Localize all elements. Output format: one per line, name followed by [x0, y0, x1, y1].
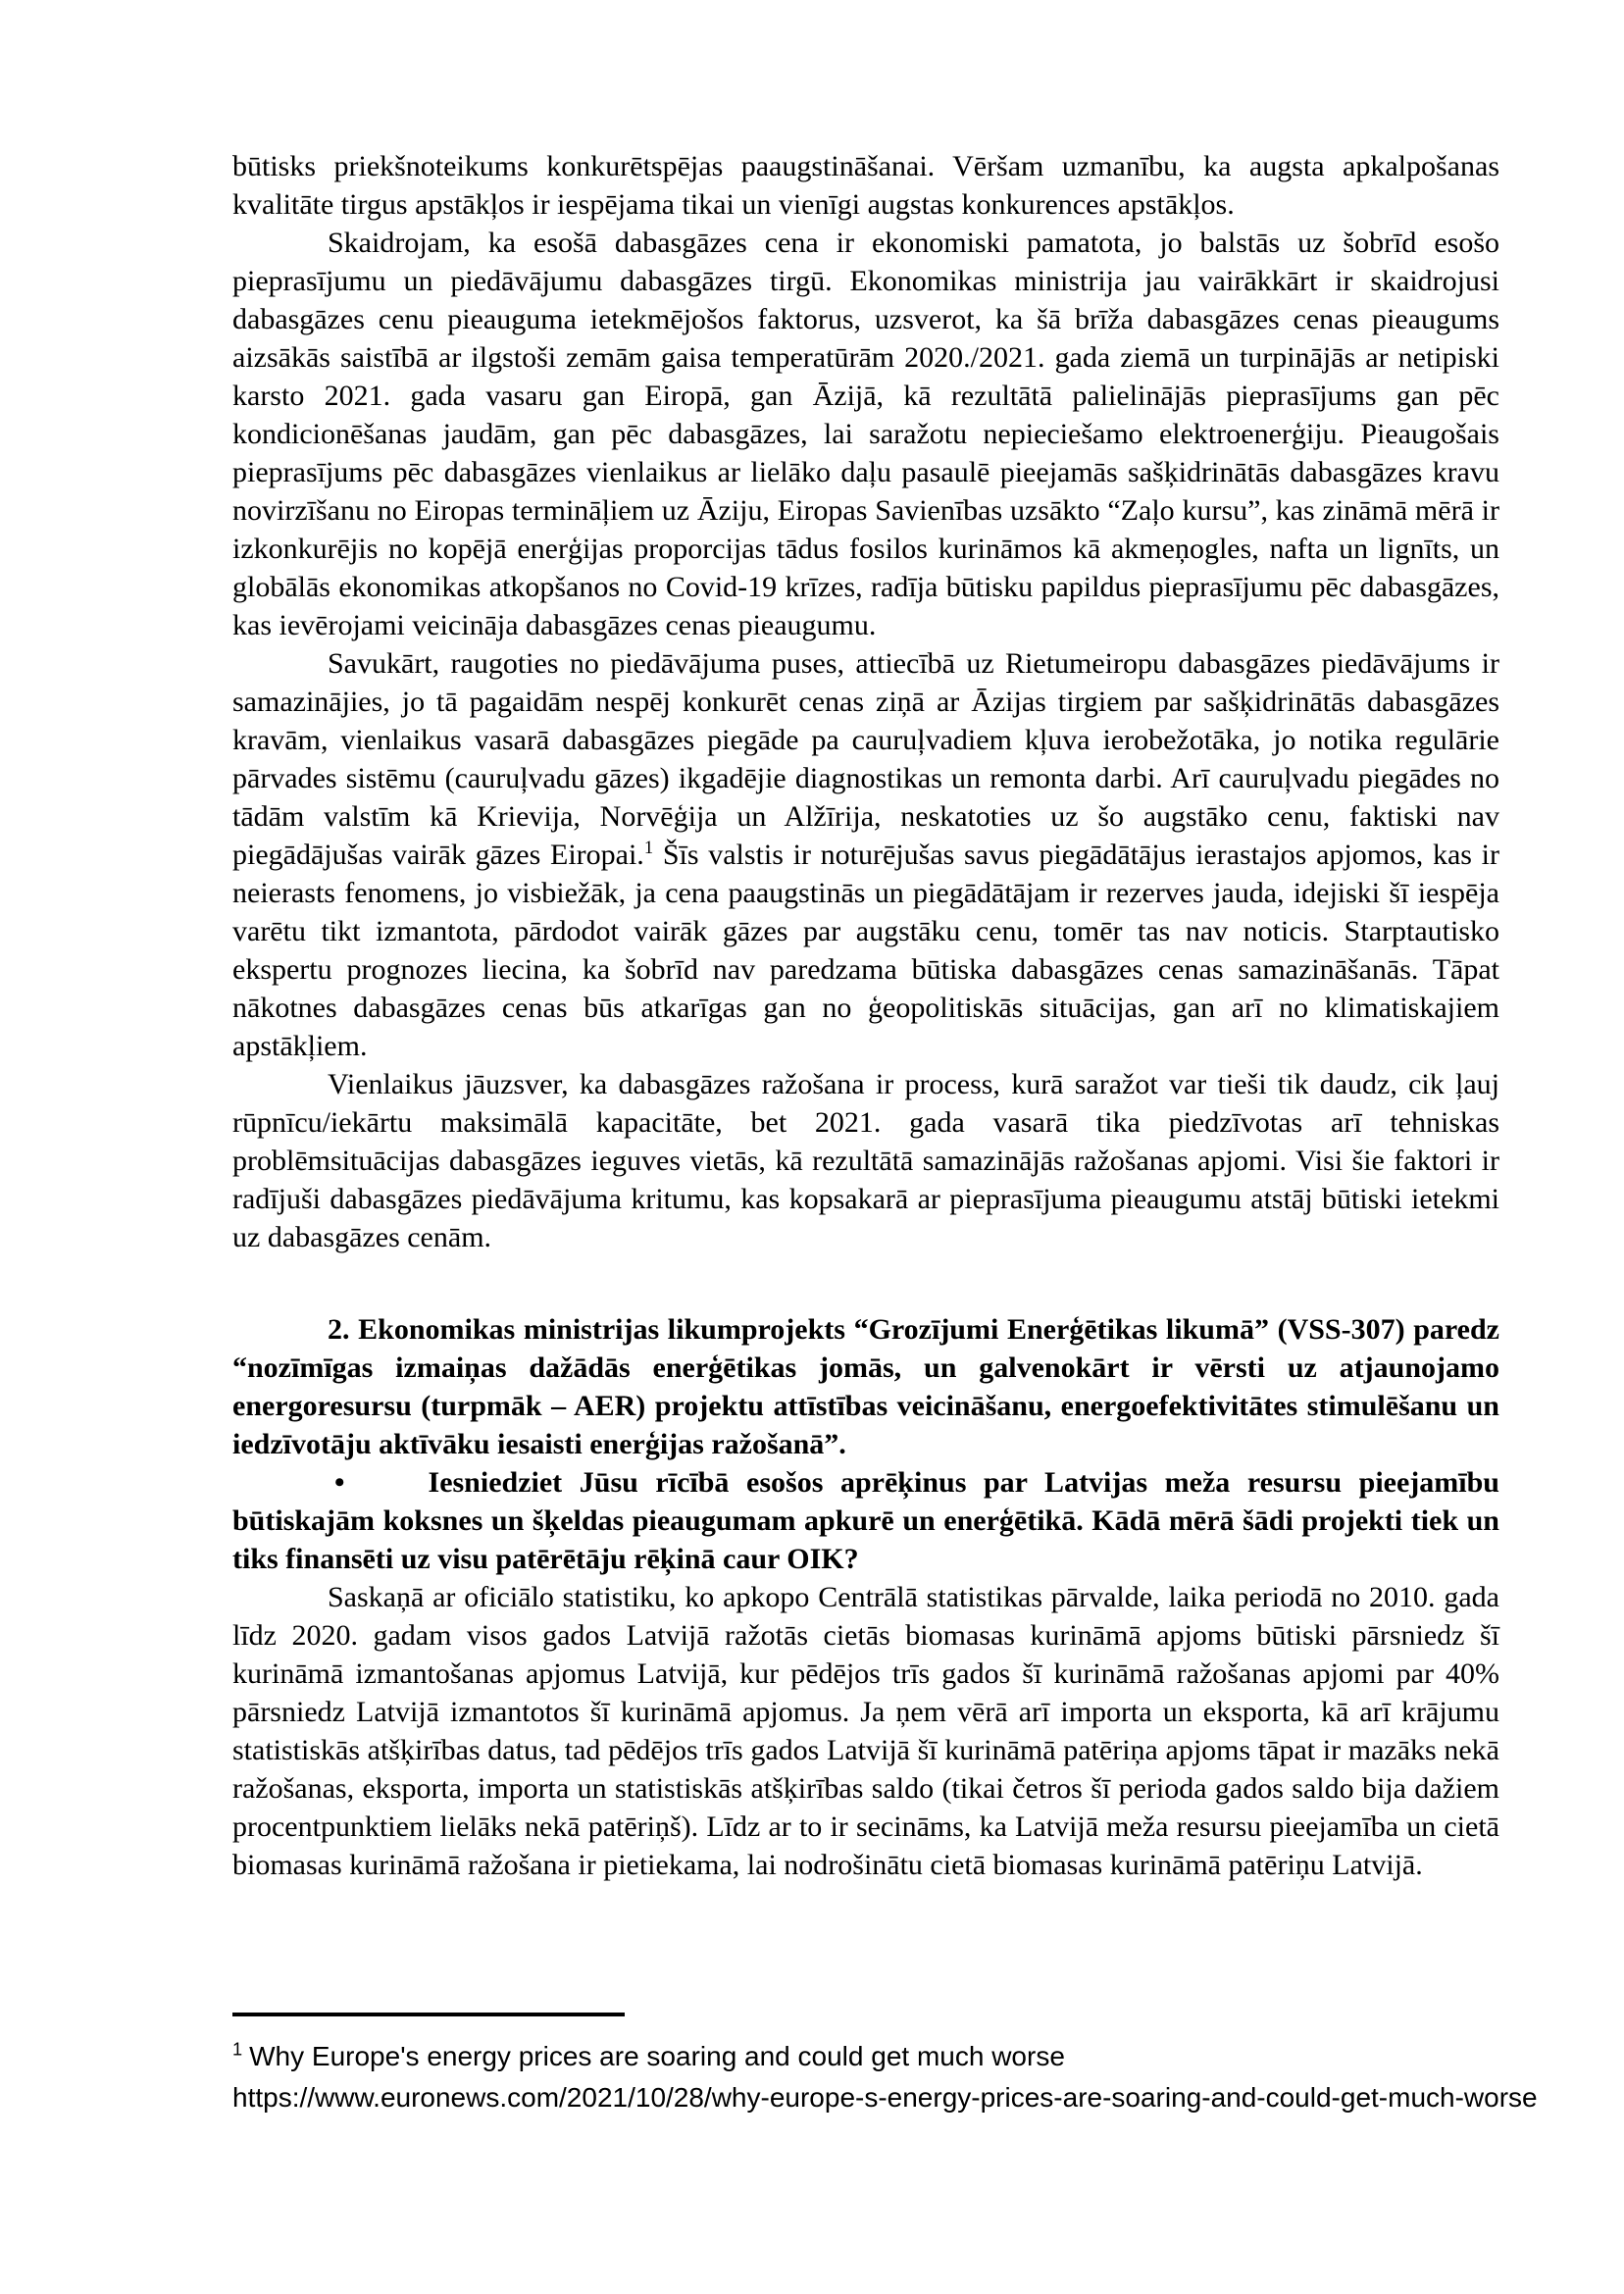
bold-section-paragraph: 2. Ekonomikas ministrijas likumprojekts “Grozījumi Enerģētikas likumā” (VSS-307) paredz “nozīmīgas izmaiņas dažādās enerģētikas jomās, un galvenokārt ir vērsti uz atjaunojamo energoresursu (turpmāk – AER) projektu attīstības veicināšanu, energoefektivitātes stimulēšanu un iedzīvotāju aktīvāku iesaisti enerģijas ražošanā”. — [232, 1313, 1499, 1460]
paragraph-text-before-ref: Savukārt, raugoties no piedāvājuma puses, attiecībā uz Rietumeiropu dabasgāzes piedāvājums ir samazinājies, jo tā pagaidām nespēj konkurēt cenas ziņā ar Āzijas tirgiem par sašķidrinātās dabasgāzes kravām, vienlaikus vasarā dabasgāzes piegāde pa cauruļvadiem kļuva ierobežotāka, jo notika regulārie pārvades sistēmu (cauruļvadu gāzes) ikgadējie diagnostikas un remonta darbi. Arī cauruļvadu piegādes no tādām valstīm kā Krievija, Norvēģija un Alžīrija, neskatoties uz šo augstāko cenu, faktiski nav piegādājušas vairāk gāzes Eiropai. — [232, 647, 1499, 871]
footnote-separator-rule — [232, 2013, 625, 2016]
body-paragraph-continuation: būtisks priekšnoteikums konkurētspējas paaugstināšanai. Vēršam uzmanību, ka augsta apkalpošanas kvalitāte tirgus apstākļos ir iespējama tikai un vienīgi augstas konkurences apstākļos. — [232, 150, 1499, 221]
footnote-marker: 1 — [232, 2039, 243, 2060]
paragraph-text-after-ref: Šīs valstis ir noturējušas savus piegādātājus ierastajos apjomos, kas ir neierasts fenomens, jo visbiežāk, ja cena paaugstinās un piegādātājam ir rezerves jauda, idejiski šī iespēja varētu tikt izmantota, pārdodot vairāk gāzes par augstāku cenu, tomēr tas nav noticis. Starptautisko ekspertu prognozes liecina, ka šobrīd nav paredzama būtiska dabasgāzes cenas samazināšanās. Tāpat nākotnes dabasgāzes cenas būs atkarīgas gan no ģeopolitiskās situācijas, gan arī no klimatiskajiem apstākļiem. — [232, 839, 1499, 1062]
body-paragraph-with-footnote-ref — [232, 644, 1499, 1065]
footnote-url: https://www.euronews.com/2021/10/28/why-europe-s-energy-prices-are-soaring-and-could-get-much-worse — [232, 2082, 1538, 2113]
footnote-reference-marker: 1 — [643, 838, 654, 858]
footnote-text: Why Europe's energy prices are soaring and could get much worse — [249, 2041, 1065, 2071]
document-body — [232, 147, 1499, 1884]
bullet-icon: • — [334, 1466, 345, 1499]
footnote-area — [232, 2013, 1538, 2118]
bullet-question-text: Iesniedziet Jūsu rīcībā esošos aprēķinus par Latvijas meža resursu pieejamību būtiskajām koksnes un šķeldas pieaugumam apkurē un enerģētikā. Kādā mērā šādi projekti tiek un tiks finansēti uz visu patērētāju rēķinā caur OIK? — [232, 1466, 1499, 1575]
bullet-question-paragraph — [232, 1463, 1499, 1578]
body-paragraph: Skaidrojam, ka esošā dabasgāzes cena ir ekonomiski pamatota, jo balstās uz šobrīd esošo pieprasījumu un piedāvājumu dabasgāzes tirgū. Ekonomikas ministrija jau vairākkārt ir skaidrojusi dabasgāzes cenu pieauguma ietekmējošos faktorus, uzsverot, ka šā brīža dabasgāzes cenas pieaugums aizsākās saistībā ar ilgstoši zemām gaisa temperatūrām 2020./2021. gada ziemā un turpinājās ar netipiski karsto 2021. gada vasaru gan Eiropā, gan Āzijā, kā rezultātā palielinājās pieprasījums gan pēc kondicionēšanas jaudām, gan pēc dabasgāzes, lai saražotu nepieciešamo elektroenerģiju. Pieaugošais pieprasījums pēc dabasgāzes vienlaikus ar lielāko daļu pasaulē pieejamās sašķidrinātās dabasgāzes kravu novirzīšanu no Eiropas termināļiem uz Āziju, Eiropas Savienības uzsākto “Zaļo kursu”, kas zināmā mērā ir izkonkurējis no kopējā enerģijas proporcijas tādus fosilos kurināmos kā akmeņogles, nafta un lignīts, un globālās ekonomikas atkopšanos no Covid-19 krīzes, radīja būtisku papildus pieprasījumu pēc dabasgāzes, kas ievērojami veicināja dabasgāzes cenas pieaugumu. — [232, 227, 1499, 641]
body-paragraph: Vienlaikus jāuzsver, ka dabasgāzes ražošana ir process, kurā saražot var tieši tik daudz, cik ļauj rūpnīcu/iekārtu maksimālā kapacitāte, bet 2021. gada vasarā tika piedzīvotas arī tehniskas problēmsituācijas dabasgāzes ieguves vietās, kā rezultātā samazinājās ražošanas apjomi. Visi šie faktori ir radījuši dabasgāzes piedāvājuma kritumu, kas kopsakarā ar pieprasījuma pieaugumu atstāj būtiski ietekmi uz dabasgāzes cenām. — [232, 1068, 1499, 1253]
footnote-entry — [232, 2036, 1507, 2077]
body-paragraph: Saskaņā ar oficiālo statistiku, ko apkopo Centrālā statistikas pārvalde, laika periodā no 2010. gada līdz 2020. gadam visos gados Latvijā ražotās cietās biomasas kurināmā apjoms būtiski pārsniedz šī kurināmā izmantošanas apjomus Latvijā, kur pēdējos trīs gados šī kurināmā ražošanas apjomi par 40% pārsniedz Latvijā izmantotos šī kurināmā apjomus. Ja ņem vērā arī importa un eksporta, kā arī krājumu statistiskās atšķirības datus, tad pēdējos trīs gados Latvijā šī kurināmā patēriņa apjoms tāpat ir mazāks nekā ražošanas, eksporta, importa un statistiskās atšķirības saldo (tikai četros šī perioda gados saldo bija dažiem procentpunktiem lielāks nekā patēriņš). Līdz ar to ir secināms, ka Latvijā meža resursu pieejamība un cietā biomasas kurināmā ražošana ir pietiekama, lai nodrošinātu cietā biomasas kurināmā patēriņu Latvijā. — [232, 1581, 1499, 1881]
